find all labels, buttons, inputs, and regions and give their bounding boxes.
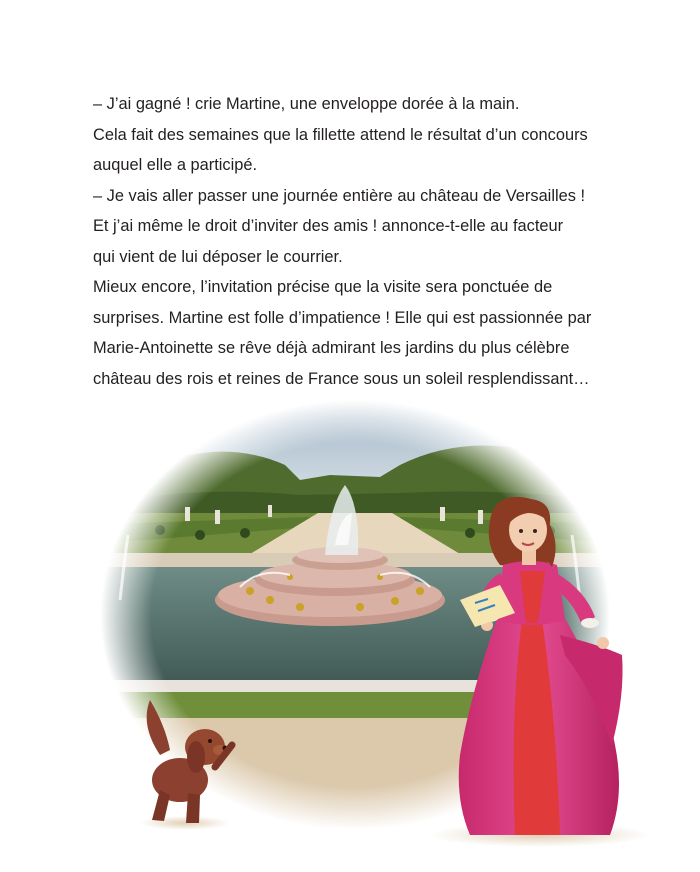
story-line: qui vient de lui déposer le courrier. <box>93 247 343 266</box>
story-line: surprises. Martine est folle d’impatience ! Elle qui est passionnée par <box>93 308 592 327</box>
story-text <box>93 89 613 394</box>
story-line: Et j’ai même le droit d’inviter des amis ! annonce-t-elle au facteur <box>93 217 564 235</box>
story-line: Marie-Antoinette se rêve déjà admirant les jardins du plus célèbre <box>93 339 570 357</box>
story-line: Cela fait des semaines que la fillette attend le résultat d’un concours <box>93 125 588 144</box>
story-line: Mieux encore, l’invitation précise que la visite sera ponctuée de <box>93 278 553 296</box>
story-line: – J’ai gagné ! crie Martine, une enveloppe dorée à la main. <box>93 95 520 113</box>
story-line: auquel elle a participé. <box>93 156 258 174</box>
story-line: – Je vais aller passer une journée entière au château de Versailles ! <box>93 186 586 205</box>
versailles-illustration <box>0 395 700 872</box>
story-line: château des rois et reines de France sous un soleil resplendissant… <box>93 369 590 388</box>
